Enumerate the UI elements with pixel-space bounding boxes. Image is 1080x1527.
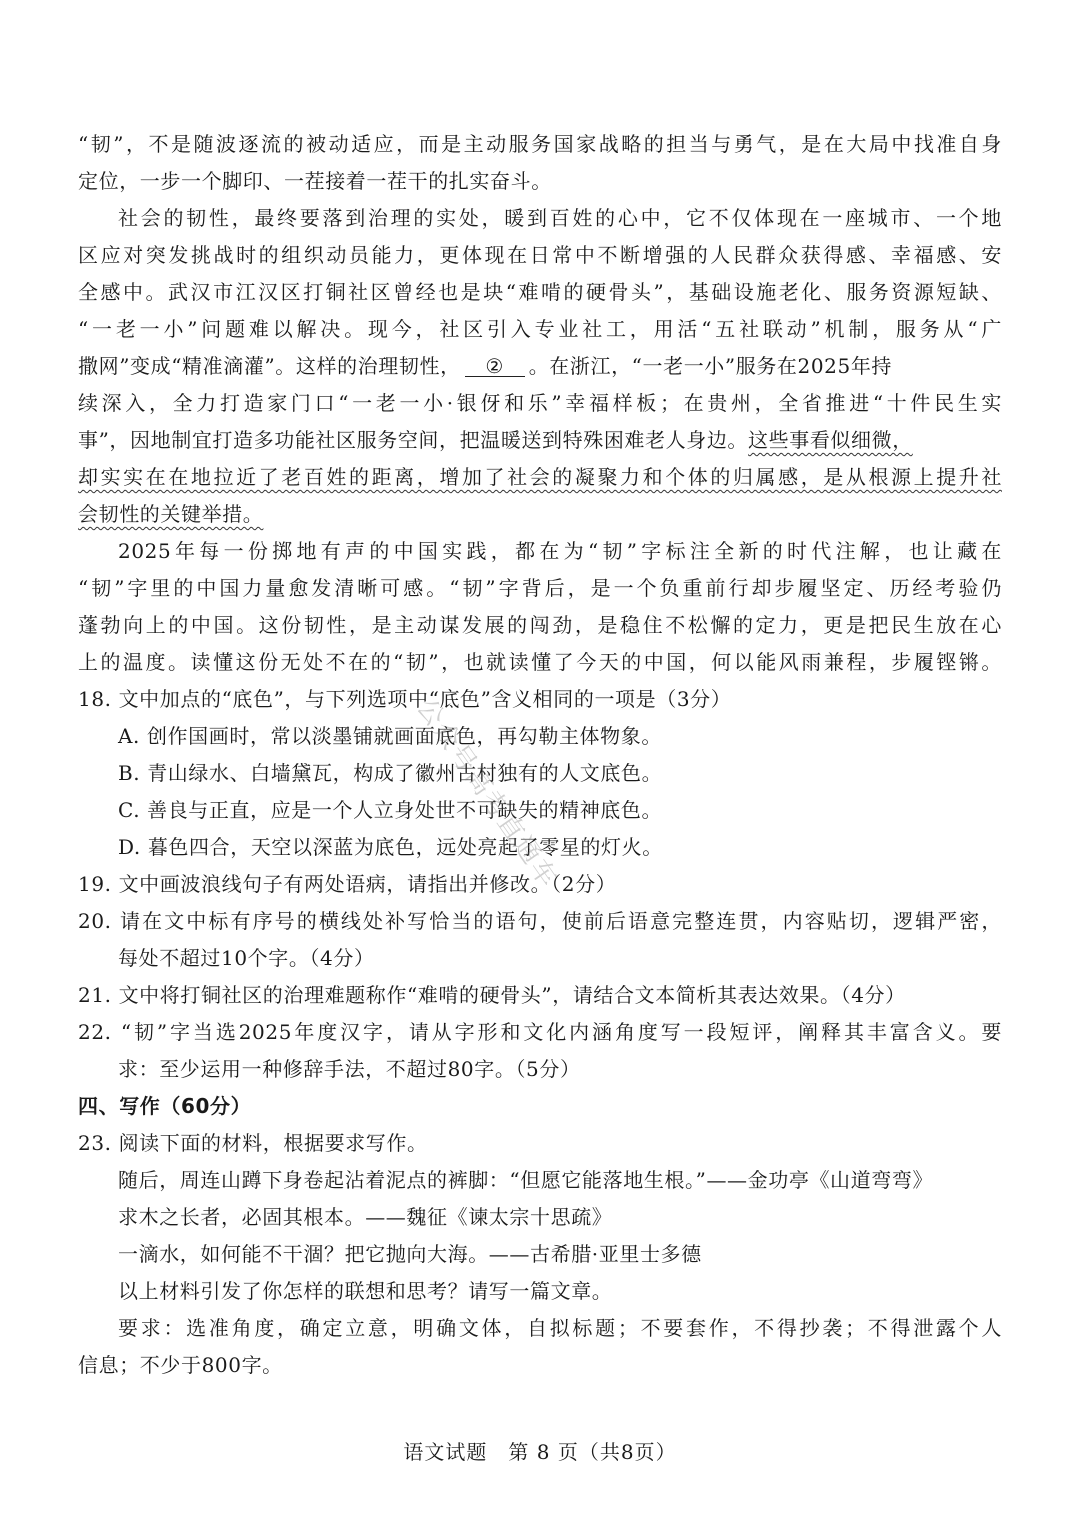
material-1: 随后，周连山蹲下身卷起沾着泥点的裤脚：“但愿它能落地生根。”——金功亭《山道弯弯》 [118,1168,934,1192]
passage-line: 社会的韧性，最终要落到治理的实处，暖到百姓的心中，它不仅体现在一座城市、一个地 [118,206,1002,230]
option-d: D. 暮色四合，天空以深蓝为底色，远处亮起了零星的灯火。 [118,835,663,859]
passage-line-with-blank [78,354,1002,378]
passage-line: 续深入，全力打造家门口“一老一小·银伢和乐”幸福样板；在贵州，全省推进“十件民生实 [78,391,1002,415]
passage-line [78,428,1002,452]
writing-requirements-cont: 信息；不少于800字。 [78,1353,283,1377]
question-23: 23. 阅读下面的材料，根据要求写作。 [78,1131,428,1155]
wavy-underlined-sentence: 会韧性的关键举措。 [78,502,264,526]
writing-prompt: 以上材料引发了你怎样的联想和思考？请写一篇文章。 [118,1279,613,1303]
answer-blank-2: ② [465,356,525,377]
passage-line: “韧”字里的中国力量愈发清晰可感。“韧”字背后，是一个负重前行却步履坚定、历经考验仍 [78,576,1002,600]
question-22: 22. “韧”字当选2025年度汉字，请从字形和文化内涵角度写一段短评，阐释其丰富含义。要 [78,1020,1002,1044]
passage-line [78,502,1002,526]
passage-text: 。在浙江，“一老一小”服务在2025年持 [528,354,893,378]
question-21: 21. 文中将打铜社区的治理难题称作“难啃的硬骨头”，请结合文本简析其表达效果。（4分） [78,983,906,1007]
passage-line: “一老一小”问题难以解决。现今，社区引入专业社工，用活“五社联动”机制，服务从“广 [78,317,1002,341]
passage-line: 上的温度。读懂这份无处不在的“韧”，也就读懂了今天的中国，何以能风雨兼程，步履铿锵。 [78,650,1002,674]
question-20: 20. 请在文中标有序号的横线处补写恰当的语句，使前后语意完整连贯，内容贴切，逻辑严密， [78,909,1002,933]
watermark: 公众号高考直通车 [410,693,564,895]
section-heading-writing: 四、写作（60分） [78,1094,252,1118]
question-22-cont: 求：至少运用一种修辞手法，不超过80字。（5分） [118,1057,581,1081]
wavy-underlined-sentence: 这些事看似细微， [748,428,913,452]
question-19: 19. 文中画波浪线句子有两处语病，请指出并修改。（2分） [78,872,617,896]
material-3: 一滴水，如何能不干涸？把它抛向大海。——古希腊·亚里士多德 [118,1242,702,1266]
passage-line: “韧”，不是随波逐流的被动适应，而是主动服务国家战略的担当与勇气，是在大局中找准自身 [78,132,1002,156]
material-2: 求木之长者，必固其根本。——魏征《谏太宗十思疏》 [118,1205,613,1229]
option-b: B. 青山绿水、白墙黛瓦，构成了徽州古村独有的人文底色。 [118,761,663,785]
passage-text: 撒网”变成“精准滴灌”。这样的治理韧性， [78,354,461,378]
passage-line: 蓬勃向上的中国。这份韧性，是主动谋发展的闯劲，是稳住不松懈的定力，更是把民生放在心 [78,613,1002,637]
passage-line: 2025年每一份掷地有声的中国实践，都在为“韧”字标注全新的时代注解，也让藏在 [118,539,1002,563]
passage-text: 事”，因地制宜打造多功能社区服务空间，把温暖送到特殊困难老人身边。 [78,428,749,452]
question-20-cont: 每处不超过10个字。（4分） [118,946,375,970]
option-c: C. 善良与正直，应是一个人立身处世不可缺失的精神底色。 [118,798,663,822]
option-a: A. 创作国画时，常以淡墨铺就画面底色，再勾勒主体物象。 [118,724,662,748]
writing-requirements: 要求：选准角度，确定立意，明确文体，自拟标题；不要套作，不得抄袭；不得泄露个人 [118,1316,1002,1340]
passage-line: 全感中。武汉市江汉区打铜社区曾经也是块“难啃的硬骨头”，基础设施老化、服务资源短缺、 [78,280,1002,304]
passage-line: 区应对突发挑战时的组织动员能力，更体现在日常中不断增强的人民群众获得感、幸福感、安 [78,243,1002,267]
wavy-underlined-sentence: 却实实在在地拉近了老百姓的距离，增加了社会的凝聚力和个体的归属感，是从根源上提升社 [78,465,1002,489]
page-footer: 语文试题 第 8 页（共8页） [403,1440,677,1464]
passage-line: 定位，一步一个脚印、一茬接着一茬干的扎实奋斗。 [78,169,552,193]
question-18: 18. 文中加点的“底色”，与下列选项中“底色”含义相同的一项是（3分） [78,687,732,711]
